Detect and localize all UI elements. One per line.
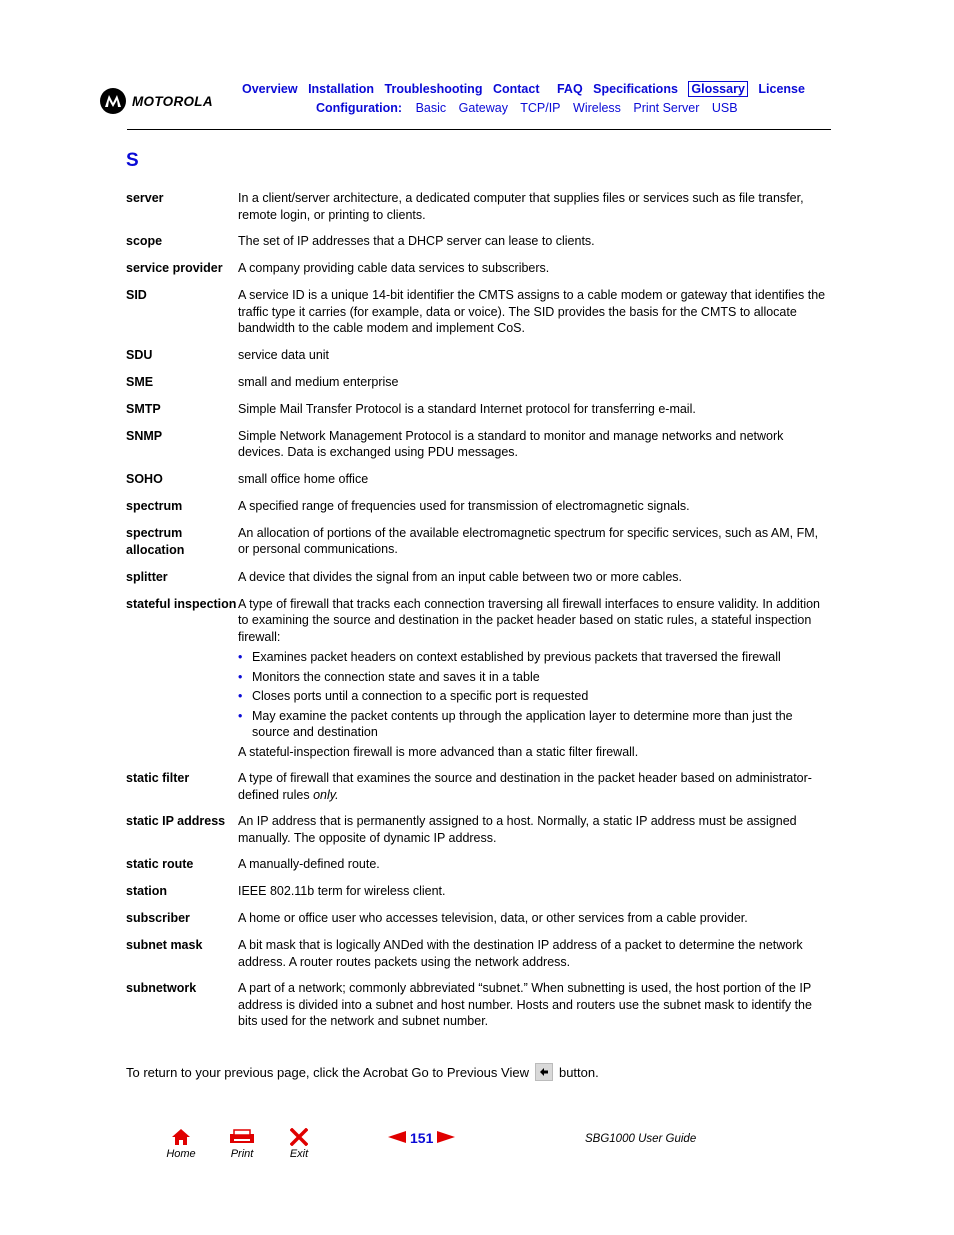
glossary-entry bbox=[126, 883, 832, 900]
home-icon bbox=[163, 1128, 199, 1148]
nav-glossary[interactable]: Glossary bbox=[688, 81, 748, 97]
definition-text bbox=[238, 233, 832, 250]
bullet-dot-icon: • bbox=[238, 650, 243, 664]
definition-text bbox=[238, 190, 832, 223]
definition-main: small and medium enterprise bbox=[238, 374, 399, 389]
previous-page-icon[interactable] bbox=[388, 1130, 406, 1146]
glossary-entry bbox=[126, 980, 832, 1030]
guide-title: SBG1000 User Guide bbox=[585, 1133, 697, 1145]
definition-main: A service ID is a unique 14-bit identifier the CMTS assigns to a cable modem or gateway that identifies the traffic type it carries (for example, data or voice). The SID provides the basis for the CMTS to allocate bandwidth to the cable modem and implement CoS. bbox=[238, 288, 826, 335]
definition-main: A type of firewall that examines the source and destination in the packet header based on administrator-defined rules bbox=[238, 771, 812, 802]
definition-main: A type of firewall that tracks each connection traversing all firewall interfaces to ensure validity. In addition to examining the source and destination in the packet header based on static rules, a stateful inspection firewall: bbox=[238, 596, 821, 644]
bullet-text: Monitors the connection state and saves it in a table bbox=[252, 669, 540, 684]
config-nav bbox=[316, 101, 747, 115]
glossary-definition bbox=[238, 287, 832, 337]
bullet-item bbox=[238, 708, 832, 741]
glossary-definition bbox=[238, 260, 832, 277]
close-icon bbox=[284, 1128, 314, 1148]
glossary-term: SMTP bbox=[126, 401, 161, 416]
glossary-term: SNMP bbox=[126, 428, 163, 443]
next-page-icon[interactable] bbox=[437, 1130, 455, 1146]
definition-main: small office home office bbox=[238, 471, 369, 486]
bullet-text: May examine the packet contents up through the application layer to determine more than just the source and destination bbox=[252, 708, 793, 739]
definition-text bbox=[238, 347, 832, 364]
nav-troubleshooting[interactable]: Troubleshooting bbox=[384, 82, 483, 96]
nav-usb[interactable]: USB bbox=[711, 101, 738, 115]
definition-main: A bit mask that is logically ANDed with the destination IP address of a packet to determine the network address. A router routes packets using the network address. bbox=[238, 938, 803, 969]
glossary-entry bbox=[126, 937, 832, 970]
definition-text bbox=[238, 770, 832, 803]
glossary-term: subnetwork bbox=[126, 981, 197, 995]
definition-text bbox=[238, 525, 832, 558]
definition-text bbox=[238, 471, 832, 488]
glossary-entry bbox=[126, 856, 832, 873]
definition-main: Simple Mail Transfer Protocol is a standard Internet protocol for transferring e-mail. bbox=[238, 401, 696, 416]
definition-text bbox=[238, 569, 832, 586]
glossary-definition bbox=[238, 569, 832, 586]
return-note-text: To return to your previous page, click the Acrobat Go to Previous View bbox=[126, 1064, 529, 1080]
glossary-term: scope bbox=[126, 234, 163, 248]
print-button[interactable] bbox=[226, 1128, 258, 1160]
glossary-entry bbox=[126, 471, 832, 488]
exit-label: Exit bbox=[289, 1148, 309, 1160]
glossary-definition bbox=[238, 498, 832, 515]
glossary-entry bbox=[126, 498, 832, 515]
glossary-definition bbox=[238, 190, 832, 223]
print-label: Print bbox=[230, 1148, 254, 1160]
glossary-term: splitter bbox=[126, 569, 168, 584]
glossary-definition bbox=[238, 525, 832, 559]
glossary-term: server bbox=[126, 191, 164, 205]
definition-main: A part of a network; commonly abbreviated “subnet.” When subnetting is used, the host portion of the IP address is divided into a subnet and host number. Hosts and routers use the subnet mask to identify the bits used for the network and subnet number. bbox=[238, 981, 812, 1028]
definition-main: A specified range of frequencies used for transmission of electromagnetic signals. bbox=[238, 498, 690, 513]
home-button[interactable] bbox=[163, 1128, 199, 1160]
glossary-term: spectrum bbox=[126, 498, 183, 513]
nav-installation[interactable]: Installation bbox=[308, 82, 375, 96]
bullet-text: Examines packet headers on context established by previous packets that traversed the firewall bbox=[252, 650, 781, 664]
glossary-term: static route bbox=[126, 857, 194, 871]
definition-emphasis: only. bbox=[313, 787, 339, 802]
motorola-logo bbox=[100, 88, 213, 114]
glossary-definition bbox=[238, 910, 832, 927]
nav-specifications[interactable]: Specifications bbox=[593, 82, 678, 96]
glossary-entry bbox=[126, 260, 832, 277]
definition-text bbox=[238, 937, 832, 970]
nav-faq[interactable]: FAQ bbox=[556, 82, 583, 96]
definition-text bbox=[238, 596, 832, 646]
definition-main: Simple Network Management Protocol is a standard to monitor and manage networks and network devices. Data is exchanged using PDU messages. bbox=[238, 428, 784, 459]
glossary-term: SID bbox=[126, 288, 147, 302]
primary-nav bbox=[242, 82, 812, 96]
definition-text bbox=[238, 813, 832, 846]
config-label: Configuration: bbox=[316, 101, 403, 115]
definition-text bbox=[238, 260, 832, 277]
nav-license[interactable]: License bbox=[758, 82, 805, 96]
definition-followup: A stateful-inspection firewall is more advanced than a static filter firewall. bbox=[238, 744, 639, 759]
glossary-term: spectrum allocation bbox=[126, 525, 185, 557]
definition-text bbox=[238, 980, 832, 1030]
nav-print-server[interactable]: Print Server bbox=[633, 101, 700, 115]
definition-main: An allocation of portions of the available electromagnetic spectrum for specific services, such as AM, FM, or personal communications. bbox=[238, 525, 819, 556]
definition-text bbox=[238, 287, 832, 337]
glossary-definition bbox=[238, 980, 832, 1030]
glossary-definition bbox=[238, 233, 832, 250]
glossary-term: subscriber bbox=[126, 911, 190, 925]
glossary-term: SME bbox=[126, 374, 154, 389]
glossary-entry bbox=[126, 770, 832, 803]
glossary-entry bbox=[126, 401, 832, 418]
definition-text bbox=[238, 883, 832, 900]
definition-bullets bbox=[238, 649, 832, 741]
glossary-entry bbox=[126, 910, 832, 927]
glossary-definition bbox=[238, 770, 832, 803]
glossary-entry bbox=[126, 287, 832, 337]
exit-button[interactable] bbox=[284, 1128, 314, 1160]
bullet-text: Closes ports until a connection to a specific port is requested bbox=[252, 689, 589, 703]
glossary-term: SDU bbox=[126, 347, 153, 362]
definition-text bbox=[238, 401, 832, 418]
glossary-term: SOHO bbox=[126, 471, 163, 486]
glossary-entry bbox=[126, 428, 832, 461]
glossary-list bbox=[126, 190, 832, 1040]
glossary-definition bbox=[238, 401, 832, 418]
definition-text bbox=[238, 374, 832, 391]
glossary-definition bbox=[238, 856, 832, 873]
glossary-entry bbox=[126, 813, 832, 846]
page-number: 151 bbox=[410, 1130, 434, 1146]
definition-main: service data unit bbox=[238, 347, 330, 362]
bullet-item bbox=[238, 649, 832, 666]
definition-main: A manually-defined route. bbox=[238, 857, 380, 871]
nav-tcpip[interactable]: TCP/IP bbox=[520, 101, 561, 115]
bullet-item bbox=[238, 669, 832, 686]
glossary-entry bbox=[126, 569, 832, 586]
bullet-item bbox=[238, 688, 832, 705]
nav-overview[interactable]: Overview bbox=[242, 82, 298, 96]
definition-text bbox=[238, 428, 832, 461]
glossary-definition bbox=[238, 347, 832, 364]
glossary-term: service provider bbox=[126, 261, 223, 275]
return-note-end: button. bbox=[558, 1064, 599, 1080]
glossary-term: static filter bbox=[126, 771, 190, 785]
definition-main: An IP address that is permanently assigned to a host. Normally, a static IP address must be assigned manually. The opposite of dynamic IP address. bbox=[238, 814, 797, 845]
definition-main: The set of IP addresses that a DHCP server can lease to clients. bbox=[238, 234, 595, 248]
glossary-term: static IP address bbox=[126, 814, 226, 828]
glossary-entry bbox=[126, 233, 832, 250]
glossary-entry bbox=[126, 190, 832, 223]
return-note bbox=[126, 1063, 599, 1081]
bullet-dot-icon: • bbox=[238, 669, 243, 684]
definition-text bbox=[238, 910, 832, 927]
glossary-term: stateful inspection bbox=[126, 596, 237, 611]
glossary-term: station bbox=[126, 884, 167, 898]
nav-contact[interactable]: Contact bbox=[492, 82, 540, 96]
glossary-definition bbox=[238, 596, 832, 761]
definition-main: A home or office user who accesses television, data, or other services from a cable provider. bbox=[238, 911, 748, 925]
definition-main: In a client/server architecture, a dedicated computer that supplies files or services such as file transfer, remote login, or printing to clients. bbox=[238, 191, 804, 222]
glossary-definition bbox=[238, 428, 832, 461]
glossary-definition bbox=[238, 813, 832, 846]
definition-main: A company providing cable data services to subscribers. bbox=[238, 261, 550, 275]
section-heading: S bbox=[126, 150, 139, 171]
glossary-definition bbox=[238, 883, 832, 900]
previous-view-icon bbox=[535, 1063, 553, 1081]
glossary-definition bbox=[238, 374, 832, 391]
bullet-dot-icon: • bbox=[238, 689, 243, 703]
definition-text bbox=[238, 498, 832, 515]
motorola-batwing-icon bbox=[100, 88, 126, 114]
glossary-term: subnet mask bbox=[126, 938, 203, 952]
glossary-entry bbox=[126, 347, 832, 364]
header-divider bbox=[127, 129, 831, 130]
nav-gateway[interactable]: Gateway bbox=[458, 101, 508, 115]
nav-basic[interactable]: Basic bbox=[415, 101, 447, 115]
page-navigator bbox=[388, 1130, 455, 1146]
glossary-definition bbox=[238, 937, 832, 970]
brand-name: MOTOROLA bbox=[132, 93, 213, 109]
glossary-entry bbox=[126, 374, 832, 391]
bullet-dot-icon: • bbox=[238, 708, 243, 723]
glossary-definition bbox=[238, 471, 832, 488]
home-label: Home bbox=[166, 1148, 196, 1160]
definition-main: IEEE 802.11b term for wireless client. bbox=[238, 884, 446, 898]
definition-text bbox=[238, 856, 832, 873]
glossary-entry bbox=[126, 596, 832, 761]
glossary-entry bbox=[126, 525, 832, 559]
definition-main: A device that divides the signal from an input cable between two or more cables. bbox=[238, 569, 683, 584]
nav-wireless[interactable]: Wireless bbox=[573, 101, 621, 115]
printer-icon bbox=[226, 1128, 258, 1148]
